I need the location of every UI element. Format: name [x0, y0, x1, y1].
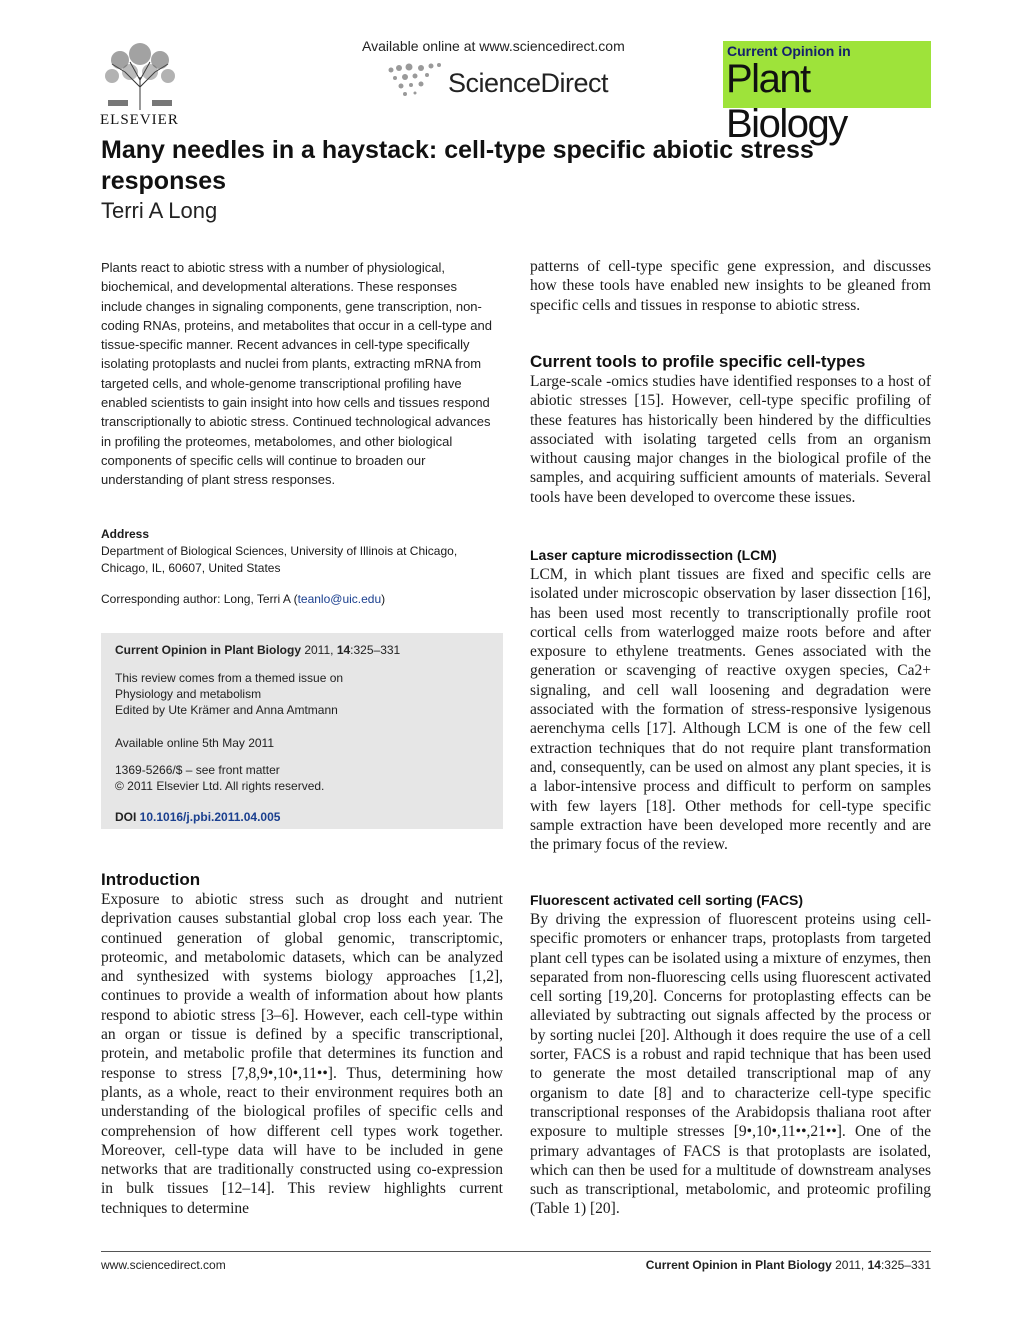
infobox-copyright: © 2011 Elsevier Ltd. All rights reserved.	[115, 779, 325, 793]
journal-logo	[723, 41, 931, 146]
address-text: Department of Biological Sciences, University of Illinois at Chicago, Chicago, IL, 60607, United States	[101, 544, 458, 575]
abstract: Plants react to abiotic stress with a number of physiological, biochemical, and developmental alterations. These responses include changes in signaling components, gene transcription, non-coding RNAs, proteins, and metabolites that occur in a cell-type and tissue-specific manner. Recent advances in cell-type specifically isolating protoplasts and nuclei from plants, extracting mRNA from targeted cells, and whole-genome transcriptional profiling have enabled scientists to gain insight into how cells and tissues respond transcriptionally to abiotic stress. Continued technological advances in profiling the proteomes, metabolomes, and other biological components of specific cells will continue to broaden our understanding of plant stress responses.	[101, 260, 492, 488]
tools-text: Large-scale -omics studies have identified responses to a host of abiotic stresses [15]. However, cell-type specific profiling of these features has historically been hindered by the difficulties associated with isolating targeted cells from an organism without causing major changes in the biological profile of the samples, and acquiring sufficient amounts of materials. Several tools have been developed to overcome these issues.	[530, 373, 931, 506]
facs-text: By driving the expression of fluorescent proteins using cell-specific promoters or enhancer traps, protoplasts from targeted plant cell types can be isolated using a mixture of enzymes, then separated from non-fluorescing cells using fluorescent activated cell sorting [19,20]. Concerns for protoplasting effects can be alleviated by subtracting out signals affected by the process or by sorting nuclei [20]. Although it does require the use of a cell sorter, FACS is a robust and rapid technique that has been used to generate the most detailed transcriptional map of any organism to date [8] and to characterize cell-type specific transcriptional responses of the Arabidopsis thaliana root after exposure to multiple stresses [9•,10•,11••,21••]. One of the primary advantages of FACS is that protoplasts are isolated, which can then be used for a multitude of downstream analyses such as transcriptional, metabolomic, and proteomic profiling (Table 1) [20].	[530, 911, 931, 1218]
introduction-heading: Introduction	[101, 870, 201, 889]
corresponding-suffix: )	[381, 592, 386, 606]
corresponding-email-link[interactable]: teanlo@uic.edu	[297, 592, 382, 606]
journal-logo-line2: Plant Biology	[726, 57, 847, 146]
lcm-heading: Laser capture microdissection (LCM)	[530, 547, 777, 563]
lcm-text: LCM, in which plant tissues are fixed and specific cells are isolated under microscopic observation by laser dissection [16], has been used most recently to transcriptionally profile root cortical cells from waterlogged maize roots before and after exposure to ethylene treatments. Genes associated with the generation or scavenging of reactive oxygen species, Ca2+ signaling, and cell wall loosening and degradation were associated with the formation of stress-responsive lysigenous aerenchyma cells [17]. Although LCM is one of the few cell extraction techniques that do not require plant transformation and, consequently, can be used on almost any plant species, it is a labor-intensive process and difficult to perform on samples with few layers [18]. Other methods for cell-type specific sample extraction have been developed more recently and are the primary focus of the review.	[530, 566, 931, 854]
footer-year: 2011,	[831, 1258, 868, 1272]
corresponding-author	[101, 592, 493, 606]
footer-journal: Current Opinion in Plant Biology	[645, 1258, 832, 1272]
infobox-volume: 14	[336, 643, 351, 657]
publisher-name: ELSEVIER	[100, 112, 179, 128]
footer-pages: :325–331	[880, 1258, 931, 1272]
tools-heading: Current tools to profile specific cell-types	[530, 352, 866, 371]
infobox-theme-line3: Edited by Ute Krämer and Anna Amtmann	[115, 703, 338, 717]
infobox-available: Available online 5th May 2011	[115, 736, 274, 750]
elsevier-tree-logo-icon	[100, 42, 180, 112]
infobox-journal: Current Opinion in Plant Biology	[115, 643, 301, 657]
available-online-text: Available online at www.sciencedirect.com	[362, 38, 625, 54]
sciencedirect-wordmark: ScienceDirect	[448, 68, 609, 98]
infobox-doi-label: DOI	[115, 810, 140, 824]
sciencedirect-dots-icon	[385, 60, 445, 100]
footer-citation	[560, 1258, 931, 1272]
footer-website: www.sciencedirect.com	[101, 1258, 226, 1272]
article-info-box	[101, 633, 503, 829]
infobox-pages: :325–331	[350, 643, 401, 657]
article-title: Many needles in a haystack: cell-type specific abiotic stress responses	[101, 136, 814, 195]
article-author: Terri A Long	[101, 198, 218, 223]
infobox-theme-line2: Physiology and metabolism	[115, 687, 262, 701]
infobox-citation	[115, 643, 400, 657]
address-heading: Address	[101, 527, 150, 541]
infobox-theme-line1: This review comes from a themed issue on	[115, 671, 344, 685]
intro-continued-text: patterns of cell-type specific gene expression, and discusses how these tools have enabled new insights to be gleaned from specific cells and tissues in response to abiotic stress.	[530, 258, 931, 314]
journal-logo-line1: Current Opinion in	[727, 43, 851, 59]
footer-rule	[101, 1251, 931, 1252]
corresponding-prefix: Corresponding author: Long, Terri A (	[101, 592, 298, 606]
footer-volume: 14	[867, 1258, 881, 1272]
facs-heading: Fluorescent activated cell sorting (FACS)	[530, 892, 804, 908]
infobox-year: 2011,	[301, 643, 337, 657]
introduction-text: Exposure to abiotic stress such as drought and nutrient deprivation causes substantial global crop loss each year. The continued generation of global genomic, transcriptomic, proteomic, and metabolomic datasets, which can be analyzed and synthesized with systems biology approaches [1,2], continues to provide a wealth of information about how plants respond to abiotic stress [3–6]. However, each cell-type within an organ or tissue is defined by a specific transcriptional, protein, and metabolic profile that determines its function and response to stress [7,8,9•,10•,11••]. Thus, determining how plants, as a whole, react to their environment requires both an understanding of the biological profiles of specific cells and comprehension of how different cell types work together. Moreover, cell-type data will have to be included in gene networks that are traditionally constructed using co-expression in bulk tissues [12–14]. This review highlights current techniques to determine	[101, 891, 503, 1217]
infobox-issn: 1369-5266/$ – see front matter	[115, 763, 280, 777]
infobox-doi	[115, 810, 280, 824]
infobox-doi-link[interactable]: 10.1016/j.pbi.2011.04.005	[139, 810, 281, 824]
